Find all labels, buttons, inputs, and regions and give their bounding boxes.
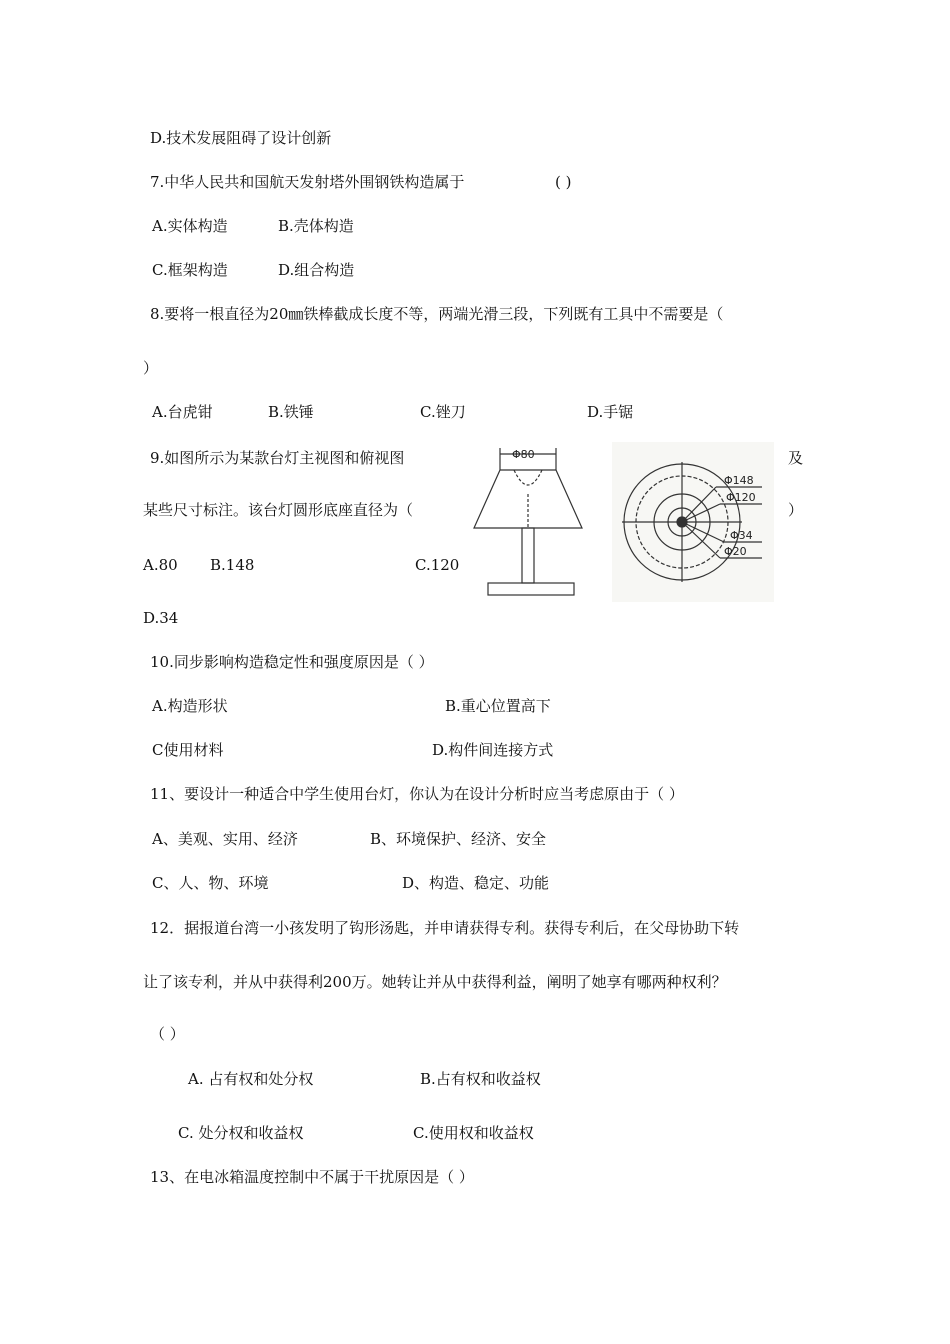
q9-stem-1-end: 及 [788, 449, 804, 467]
q12-option-c: C. 处分权和收益权 [178, 1124, 304, 1142]
q13-stem: 13、在电冰箱温度控制中不属于干扰原因是（ ） [150, 1168, 474, 1186]
lamp-base [488, 583, 574, 595]
q7-bracket: ( ) [555, 173, 572, 191]
q8-option-b: B.铁锤 [268, 403, 314, 421]
lamp-front-view-figure [470, 440, 590, 605]
q9-option-a: A.80 [143, 556, 178, 574]
q9-stem-2: 某些尺寸标注。该台灯圆形底座直径为（ [143, 501, 414, 519]
q10-option-b: B.重心位置高下 [445, 697, 551, 715]
q8-option-c: C.锉刀 [420, 403, 466, 421]
q7-option-a: A.实体构造 [152, 217, 228, 235]
q12-option-a: A. 占有权和处分权 [188, 1070, 314, 1088]
q8-option-d: D.手锯 [587, 403, 634, 421]
q9-stem-1: 9.如图所示为某款台灯主视图和俯视图 [150, 449, 405, 467]
lamp-stem [522, 528, 534, 583]
top-dim-120: Φ120 [726, 491, 756, 504]
q7-stem: 7.中华人民共和国航天发射塔外围钢铁构造属于 [150, 173, 465, 191]
q8-stem-end: ） [143, 359, 159, 377]
q7-option-d: D.组合构造 [278, 261, 355, 279]
top-dim-148: Φ148 [724, 474, 754, 487]
q11-option-d: D、构造、稳定、功能 [402, 874, 550, 892]
top-dim-20: Φ20 [724, 545, 747, 558]
q10-option-c: C使用材料 [152, 741, 224, 759]
front-dim-label: Φ80 [512, 448, 535, 461]
bulb-outline [514, 470, 542, 485]
q6-option-d: D.技术发展阻碍了设计创新 [150, 129, 332, 147]
q10-option-a: A.构造形状 [152, 697, 228, 715]
q11-option-b: B、环境保护、经济、安全 [370, 830, 547, 848]
top-dim-34: Φ34 [730, 529, 753, 542]
q12-stem-2: 让了该专利，并从中获得利200万。她转让并从中获得利益，阐明了她享有哪两种权利？ [143, 973, 727, 991]
q12-option-b: B.占有权和收益权 [420, 1070, 541, 1088]
q11-option-a: A、美观、实用、经济 [152, 830, 298, 848]
q9-option-c: C.120 [415, 556, 460, 574]
q10-option-d: D.构件间连接方式 [432, 741, 554, 759]
q11-option-c: C、人、物、环境 [152, 874, 269, 892]
q8-stem: 8.要将一根直径为20㎜铁棒截成长度不等，两端光滑三段，下列既有工具中不需要是（ [150, 305, 724, 323]
lamp-top-view-figure [612, 442, 774, 602]
q8-option-a: A.台虎钳 [152, 403, 213, 421]
q12-bracket: （ ） [150, 1025, 185, 1043]
q7-option-c: C.框架构造 [152, 261, 228, 279]
q9-stem-2-end: ） [788, 501, 804, 519]
q9-option-b: B.148 [210, 556, 255, 574]
q11-stem: 11、要设计一种适合中学生使用台灯，你认为在设计分析时应当考虑原由于（ ） [150, 785, 684, 803]
q7-option-b: B.壳体构造 [278, 217, 354, 235]
q12-option-d: C.使用权和收益权 [413, 1124, 534, 1142]
q9-option-d: D.34 [143, 609, 179, 627]
q12-stem-1: 12．据报道台湾一小孩发明了钩形汤匙，并申请获得专利。获得专利后，在父母协助下转 [150, 919, 740, 937]
q10-stem: 10.同步影响构造稳定性和强度原因是（ ） [150, 653, 434, 671]
